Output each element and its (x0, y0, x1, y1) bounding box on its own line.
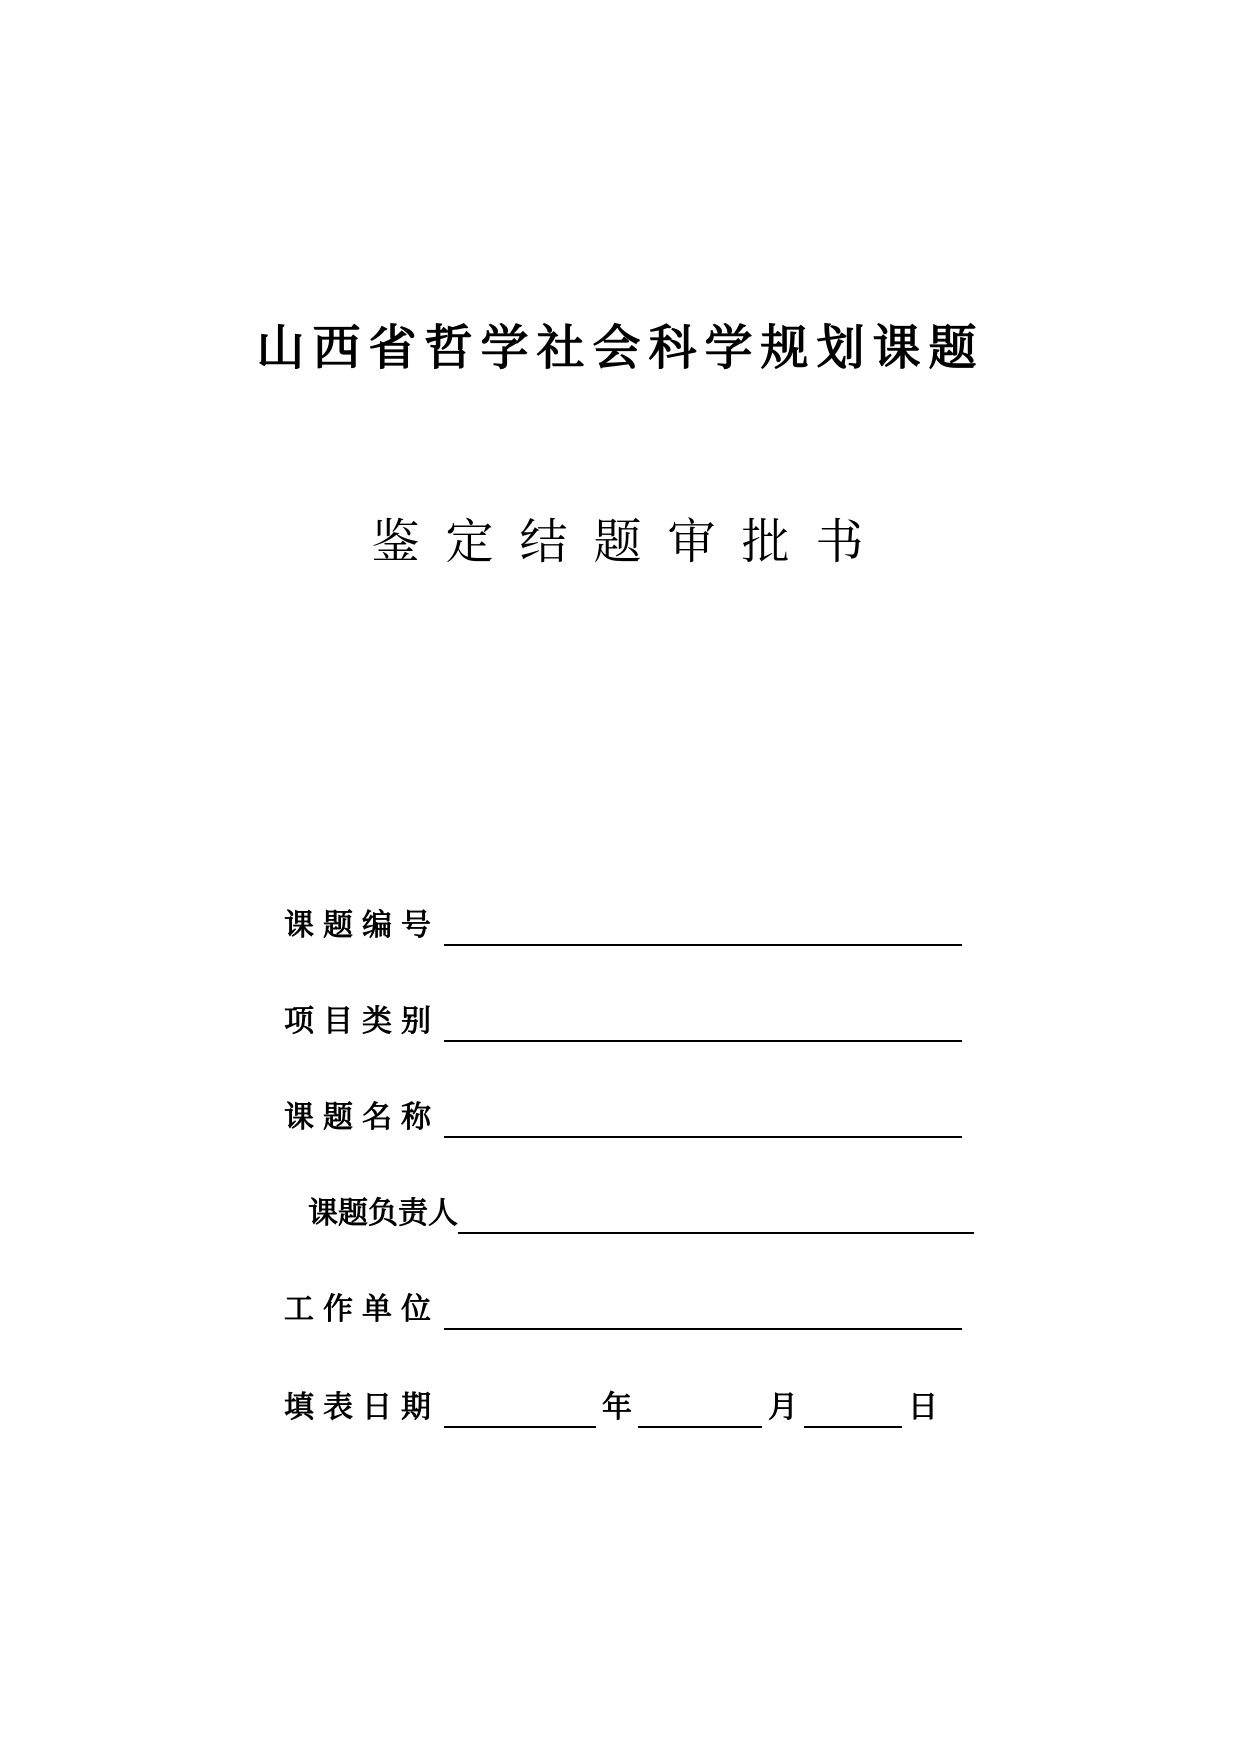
document-subtitle: 鉴定结题审批书 (371, 514, 890, 570)
project-category-field[interactable] (444, 1000, 962, 1042)
fill-date-label: 填表日期 (284, 1390, 440, 1425)
project-category-label: 项目类别 (284, 1004, 440, 1039)
year-unit-label: 年 (602, 1390, 632, 1425)
fill-date-month-field[interactable] (638, 1386, 762, 1428)
fill-date-year-field[interactable] (444, 1386, 596, 1428)
fill-date-row (284, 1380, 944, 1428)
project-leader-label: 课题负责人 (308, 1196, 458, 1231)
project-number-field[interactable] (444, 904, 962, 946)
project-number-label: 课题编号 (284, 908, 440, 943)
project-category-row (284, 994, 962, 1042)
work-unit-field[interactable] (444, 1288, 962, 1330)
project-leader-field[interactable] (458, 1192, 974, 1234)
work-unit-row (284, 1282, 962, 1330)
project-title-label: 课题名称 (284, 1100, 440, 1135)
work-unit-label: 工作单位 (284, 1292, 440, 1327)
project-title-field[interactable] (444, 1096, 962, 1138)
project-title-row (284, 1090, 962, 1138)
day-unit-label: 日 (908, 1390, 938, 1425)
project-leader-row (308, 1186, 974, 1234)
project-number-row (284, 898, 962, 946)
fill-date-day-field[interactable] (804, 1386, 902, 1428)
month-unit-label: 月 (768, 1390, 798, 1425)
document-title: 山西省哲学社会科学规划课题 (256, 320, 985, 376)
